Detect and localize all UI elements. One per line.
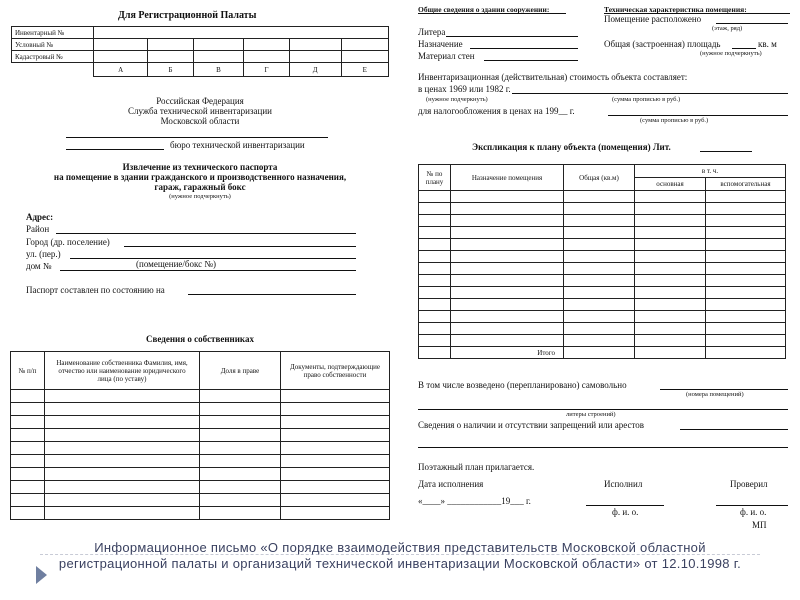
- total-area-label: Общая (застроенная) площадь: [604, 39, 721, 49]
- city-label: Город (др. поселение): [26, 237, 110, 247]
- total-row-label: Итого: [451, 347, 564, 359]
- org-line: Московской области: [160, 116, 240, 126]
- fio-executed: ф. и. о.: [612, 507, 639, 517]
- general-info-title: Общие сведения о здании сооружении:: [418, 5, 550, 14]
- expl-col-incl: в т. ч.: [635, 165, 786, 178]
- cadastral-number-label: Кадастровый №: [12, 51, 94, 63]
- tax-prices-label: для налогообложения в ценах на 199__ г.: [418, 106, 575, 116]
- underline-note: (нужное подчеркнуть): [426, 96, 488, 103]
- letter-cell: Г: [244, 63, 289, 77]
- district-label: Район: [26, 224, 50, 234]
- checked-by-label: Проверил: [730, 479, 768, 489]
- org-line: Российская Федерация: [156, 96, 244, 106]
- slide-caption: Информационное письмо «О порядке взаимодействия представительств Московской областной регистрационной палаты и организаций технической инвентаризации Московской области» от 12.10.1998 г.: [58, 540, 742, 571]
- execution-date-label: Дата исполнения: [418, 479, 484, 489]
- floor-note: (этаж, ряд): [712, 25, 743, 32]
- registration-header: Для Регистрационной Палаты: [118, 10, 257, 21]
- title-note: (нужное подчеркнуть): [169, 193, 231, 200]
- area-note: (нужное подчеркнуть): [700, 50, 762, 57]
- expl-col-main: основная: [635, 178, 706, 191]
- letter-cell: Е: [341, 63, 388, 77]
- conditional-number-label: Условный №: [12, 39, 94, 51]
- purpose-label: Назначение: [418, 39, 463, 49]
- cost-text: Инвентаризационная (действительная) стоимость объекта составляет:: [418, 72, 688, 82]
- area-unit: кв. м: [758, 39, 777, 49]
- sum-note-2: (сумма прописью в руб.): [640, 117, 709, 124]
- letter-cell: Д: [289, 63, 341, 77]
- bureau-label: бюро технической инвентаризации: [170, 140, 305, 150]
- registration-table: [11, 26, 389, 77]
- box-label: (помещение/бокс №): [136, 259, 216, 269]
- street-label: ул. (пер.): [26, 249, 61, 259]
- expl-col-purpose: Назначение помещения: [451, 165, 564, 191]
- expl-col-number: № по плану: [419, 165, 451, 191]
- owners-col-documents: Документы, подтверждающие право собственности: [281, 352, 390, 390]
- document-title: на помещение в здании гражданского и производственного назначения,: [53, 172, 347, 182]
- sum-note: (сумма прописью в руб.): [612, 96, 681, 103]
- document-title: гараж, гаражный бокс: [154, 182, 246, 192]
- inventory-number-label: Инвентарный №: [12, 27, 94, 39]
- explication-table: [418, 164, 786, 359]
- letter-cell: А: [94, 63, 148, 77]
- prices-1969-label: в ценах 1969 или 1982 г.: [418, 84, 511, 94]
- room-location-label: Помещение расположено: [604, 14, 702, 24]
- fio-checked: ф. и. о.: [740, 507, 767, 517]
- passport-state-label: Паспорт составлен по состоянию на: [26, 285, 165, 295]
- wall-material-label: Материал стен: [418, 51, 475, 61]
- litera-label: Литера: [418, 27, 446, 37]
- owners-col-name: Наименование собственника Фамилия, имя, отчество или наименование юридического лица (по уставу): [45, 352, 200, 390]
- owners-table: [10, 351, 390, 520]
- letter-cell: В: [193, 63, 244, 77]
- date-line: «____» ____________19___ г.: [418, 496, 531, 506]
- rooms-note: (номера помещений): [686, 391, 744, 398]
- org-line: Служба технической инвентаризации: [128, 106, 272, 116]
- owners-col-share: Доля в праве: [200, 352, 281, 390]
- address-label: Адрес:: [26, 212, 54, 222]
- self-built-label: В том числе возведено (перепланировано) самовольно: [418, 380, 627, 390]
- explication-title: Экспликация к плану объекта (помещения) Лит.: [472, 142, 671, 152]
- floor-plan-label: Поэтажный план прилагается.: [418, 462, 535, 472]
- expl-col-total: Общая (кв.м): [564, 165, 635, 191]
- letter-cell: Б: [148, 63, 193, 77]
- document-title: Извлечение из технического паспорта: [122, 162, 278, 172]
- bans-label: Сведения о наличии и отсутствии запрещений или арестов: [418, 420, 645, 430]
- stamp-place: МП: [752, 520, 767, 530]
- owners-col-number: № п/п: [11, 352, 45, 390]
- tech-title: Техническая характеристика помещения:: [604, 5, 747, 14]
- litera-note: литеры строений): [566, 411, 616, 418]
- owners-title: Сведения о собственниках: [146, 334, 254, 344]
- house-label: дом №: [26, 261, 52, 271]
- expl-col-aux: вспомогательная: [706, 178, 786, 191]
- executed-by-label: Исполнил: [604, 479, 643, 489]
